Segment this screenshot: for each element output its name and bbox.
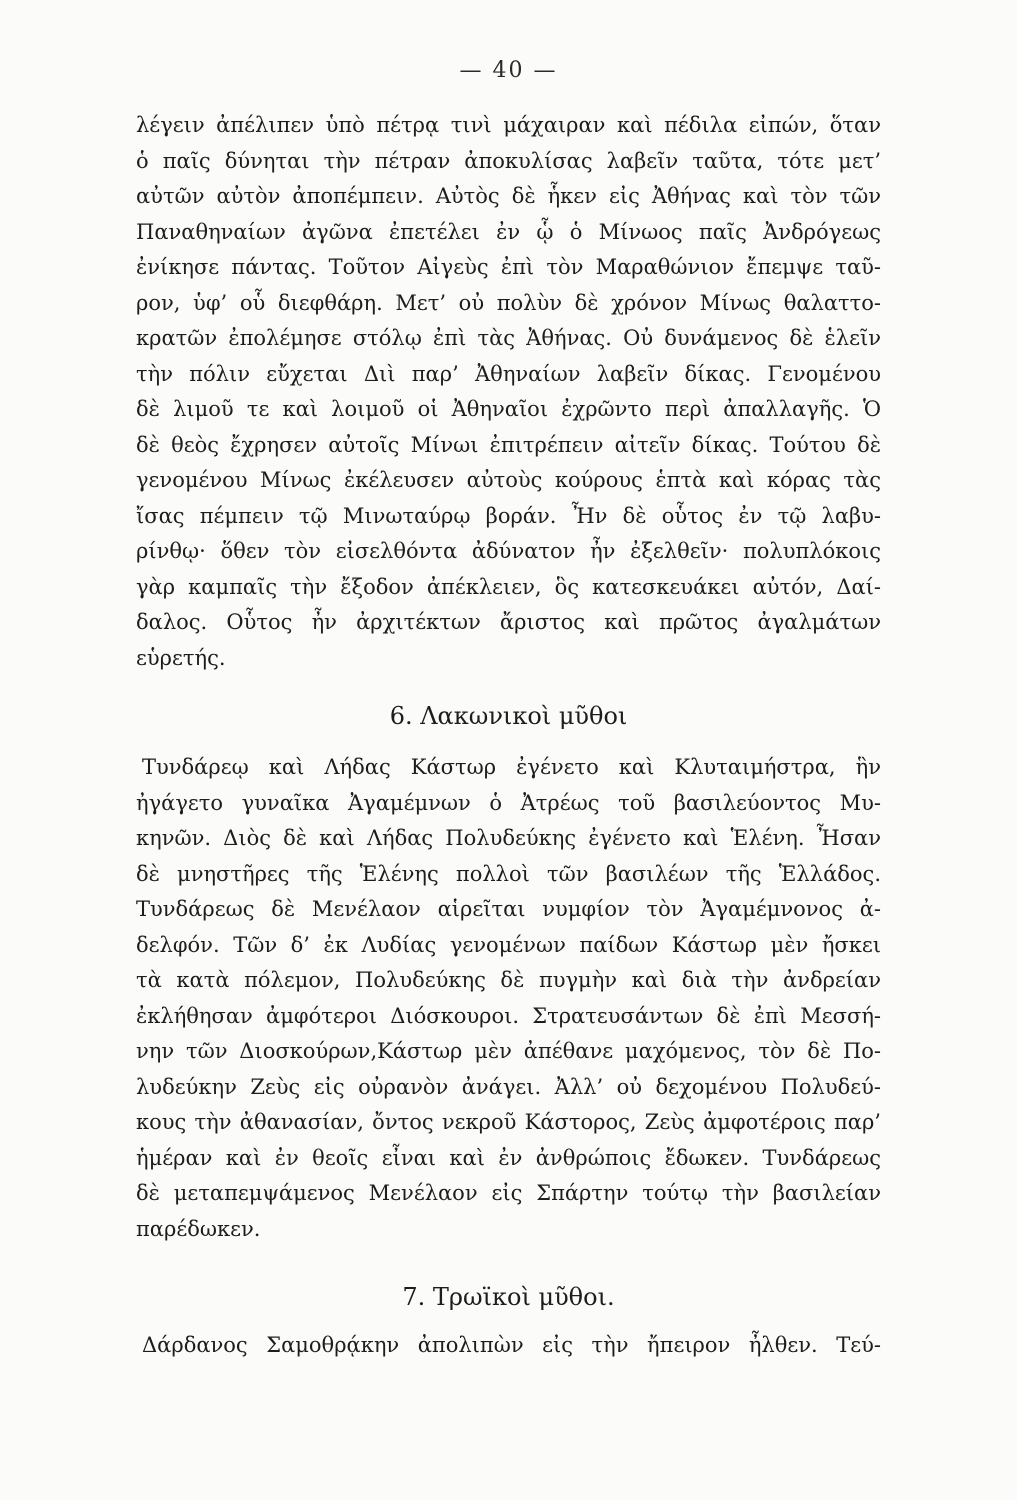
text-line: δὲ λιμοῦ τε καὶ λοιμοῦ οἱ Ἀθηναῖοι ἐχρῶντο περὶ ἀπαλλαγῆς. Ὁ — [136, 397, 881, 421]
paragraph-section-3 — [136, 1328, 881, 1364]
text-line: ἐκλήθησαν ἀμφότεροι Διόσκουροι. Στρατευσάντων δὲ ἐπὶ Μεσσή- — [136, 1003, 881, 1028]
paragraph-section-1 — [136, 108, 881, 676]
text-line: τὰ κατὰ πόλεμον, Πολυδεύκης δὲ πυγμὴν καὶ διὰ τὴν ἀνδρείαν — [136, 968, 881, 992]
text-line: Δάρδανος Σαμοθρᾴκην ἀπολιπὼν εἰς τὴν ἤπειρον ἦλθεν. Τεύ- — [142, 1333, 881, 1357]
text-line: ἐνίκησε πάντας. Τοῦτον Αἰγεὺς ἐπὶ τὸν Μαραθώνιον ἔπεμψε ταῦ- — [136, 255, 881, 279]
text-line: Τυνδάρεῳ καὶ Λήδας Κάστωρ ἐγένετο καὶ Κλυταιμήστρα, ἣν — [142, 755, 881, 779]
text-line: λυδεύκην Ζεὺς εἰς οὐρανὸν ἀνάγει. Ἀλλ’ οὐ δεχομένου Πολυδεύ- — [136, 1074, 881, 1099]
text-line: δελφόν. Τῶν δ’ ἐκ Λυδίας γενομένων παίδων Κάστωρ μὲν ἤσκει — [136, 932, 881, 957]
text-line: κρατῶν ἐπολέμησε στόλῳ ἐπὶ τὰς Ἀθήνας. Οὐ δυνάμενος δὲ ἑλεῖν — [136, 326, 881, 350]
text-line: εὑρετής. — [136, 645, 226, 670]
section-heading: 7. Τρωϊκοὶ μῦθοι. — [402, 1283, 615, 1311]
text-line: δὲ μνηστῆρες τῆς Ἑλένης πολλοὶ τῶν βασιλέων τῆς Ἑλλάδος. — [136, 861, 881, 886]
text-line: ἡμέραν καὶ ἐν θεοῖς εἶναι καὶ ἐν ἀνθρώποις ἔδωκεν. Τυνδάρεως — [136, 1145, 881, 1170]
text-line: αὐτῶν αὐτὸν ἀποπέμπειν. Αὐτὸς δὲ ἧκεν εἰς Ἀθήνας καὶ τὸν τῶν — [136, 184, 881, 208]
text-line: δὲ μεταπεμψάμενος Μενέλαον εἰς Σπάρτην τούτῳ τὴν βασιλείαν — [136, 1181, 881, 1205]
page-number: — 40 — — [459, 58, 558, 83]
text-line: γὰρ καμπαῖς τὴν ἔξοδον ἀπέκλειεν, ὃς κατεσκευάκει αὐτόν, Δαί- — [136, 574, 881, 599]
text-line: ρίνθῳ· ὅθεν τὸν εἰσελθόντα ἀδύνατον ἦν ἐξελθεῖν· πολυπλόκοις — [136, 539, 881, 563]
section-heading: 6. Λακωνικοὶ μῦθοι — [389, 702, 628, 730]
text-line: νην τῶν Διοσκούρων,Κάστωρ μὲν ἀπέθανε μαχόμενος, τὸν δὲ Πο- — [136, 1039, 881, 1063]
text-line: κηνῶν. Διὸς δὲ καὶ Λήδας Πολυδεύκης ἐγένετο καὶ Ἑλένη. Ἦσαν — [136, 826, 881, 850]
text-line: τὴν πόλιν εὔχεται Διὶ παρ’ Ἀθηναίων λαβεῖν δίκας. Γενομένου — [136, 361, 881, 386]
text-line: δὲ θεὸς ἔχρησεν αὐτοῖς Μίνωι ἐπιτρέπειν αἰτεῖν δίκας. Τούτου δὲ — [136, 432, 881, 457]
text-line: ἴσας πέμπειν τῷ Μινωταύρῳ βοράν. Ἦν δὲ οὗτος ἐν τῷ λαβυ- — [136, 503, 881, 528]
text-line: λέγειν ἀπέλιπεν ὑπὸ πέτρᾳ τινὶ μάχαιραν καὶ πέδιλα εἰπών, ὅταν — [136, 113, 881, 137]
text-line: ἠγάγετο γυναῖκα Ἀγαμέμνων ὁ Ἀτρέως τοῦ βασιλεύοντος Μυ- — [136, 790, 881, 815]
text-line: παρέδωκεν. — [136, 1216, 261, 1241]
paragraph-section-2 — [136, 750, 881, 1247]
text-line: Τυνδάρεως δὲ Μενέλαον αἱρεῖται νυμφίον τὸν Ἀγαμέμνονος ἀ- — [136, 897, 881, 921]
text-line: ὁ παῖς δύνηται τὴν πέτραν ἀποκυλίσας λαβεῖν ταῦτα, τότε μετ’ — [136, 148, 881, 173]
text-line: Παναθηναίων ἀγῶνα ἐπετέλει ἐν ᾧ ὁ Μίνωος παῖς Ἀνδρόγεως — [136, 219, 881, 244]
text-line: δαλος. Οὗτος ἦν ἀρχιτέκτων ἄριστος καὶ πρῶτος ἀγαλμάτων — [136, 610, 881, 634]
text-line: κους τὴν ἀθανασίαν, ὄντος νεκροῦ Κάστορος, Ζεὺς ἀμφοτέροις παρ’ — [136, 1110, 881, 1134]
text-line: γενομένου Μίνως ἐκέλευσεν αὐτοὺς κούρους ἑπτὰ καὶ κόρας τὰς — [136, 468, 881, 492]
text-line: ρον, ὑφ’ οὗ διεφθάρη. Μετ’ οὐ πολὺν δὲ χρόνον Μίνως θαλαττο- — [136, 290, 881, 315]
